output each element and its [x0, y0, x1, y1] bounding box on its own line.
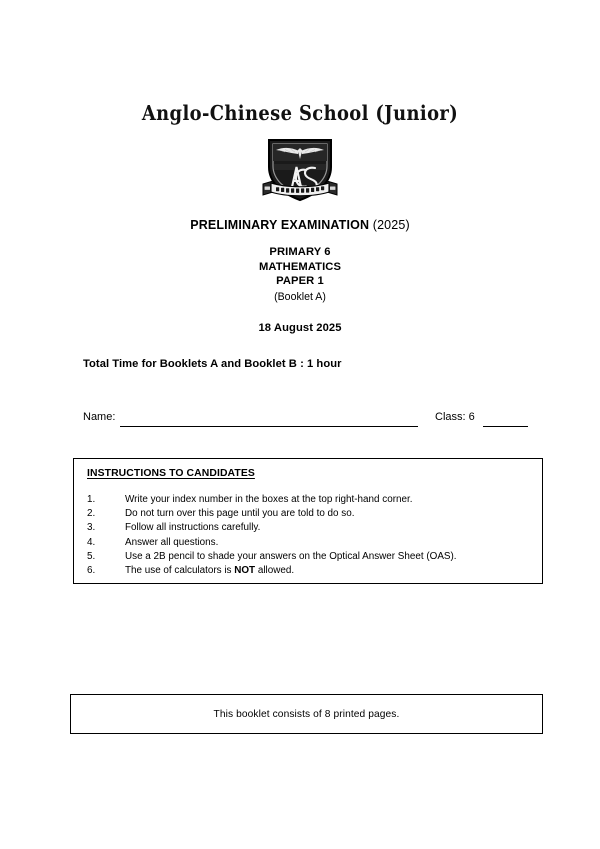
instruction-number: 2.: [87, 508, 96, 520]
class-input-line[interactable]: [483, 426, 528, 427]
exam-subject: MATHEMATICS: [258, 260, 342, 273]
instructions-list: [87, 493, 534, 578]
exam-date: 18 August 2025: [258, 321, 342, 334]
exam-year: (2025): [372, 218, 410, 232]
exam-paper: PAPER 1: [276, 275, 324, 287]
instruction-item: [87, 550, 534, 564]
instruction-item: [87, 521, 534, 535]
instruction-text: Use a 2B pencil to shade your answers on the Optical Answer Sheet (OAS).: [125, 550, 457, 562]
school-crest-icon: [261, 137, 339, 203]
instruction-text: Follow all instructions carefully.: [125, 522, 261, 534]
instructions-heading: INSTRUCTIONS TO CANDIDATES: [87, 468, 255, 479]
school-name: Anglo-Chinese School (Junior): [141, 101, 459, 125]
class-label: Class: 6: [435, 411, 475, 423]
page-count-box: [70, 694, 543, 734]
name-label: Name:: [83, 411, 116, 423]
total-time-line: Total Time for Booklets A and Booklet B : 1 hour: [83, 358, 342, 370]
candidate-details-row: [83, 411, 533, 431]
exam-booklet: (Booklet A): [274, 290, 326, 303]
name-input-line[interactable]: [120, 426, 418, 427]
instruction-text: Write your index number in the boxes at the top right-hand corner.: [125, 494, 413, 505]
page-count-text: This booklet consists of 8 printed pages.: [213, 708, 400, 720]
instruction-number: 5.: [87, 550, 96, 562]
instruction-number: 6.: [87, 565, 96, 577]
instruction-text-before: The use of calculators is: [125, 565, 235, 577]
instruction-number: 4.: [87, 536, 96, 548]
instruction-emphasis: NOT: [234, 565, 256, 577]
instruction-number: 1.: [87, 494, 96, 505]
instruction-item: [87, 564, 534, 578]
instruction-number: 3.: [87, 522, 96, 534]
instruction-item: [87, 493, 534, 507]
exam-level: PRIMARY 6: [269, 246, 331, 258]
exam-title-block: [0, 218, 600, 334]
instruction-text: Do not turn over this page until you are told to do so.: [125, 508, 355, 520]
instruction-text: [125, 564, 534, 578]
exam-title-text: PRELIMINARY EXAMINATION: [190, 218, 370, 232]
school-crest-container: [0, 137, 600, 207]
instruction-text-after: allowed.: [255, 565, 295, 577]
instruction-text: Answer all questions.: [125, 536, 219, 548]
instructions-box: [73, 458, 543, 584]
instruction-item: [87, 507, 534, 521]
instruction-item: [87, 536, 534, 550]
exam-title-line: [0, 218, 600, 232]
